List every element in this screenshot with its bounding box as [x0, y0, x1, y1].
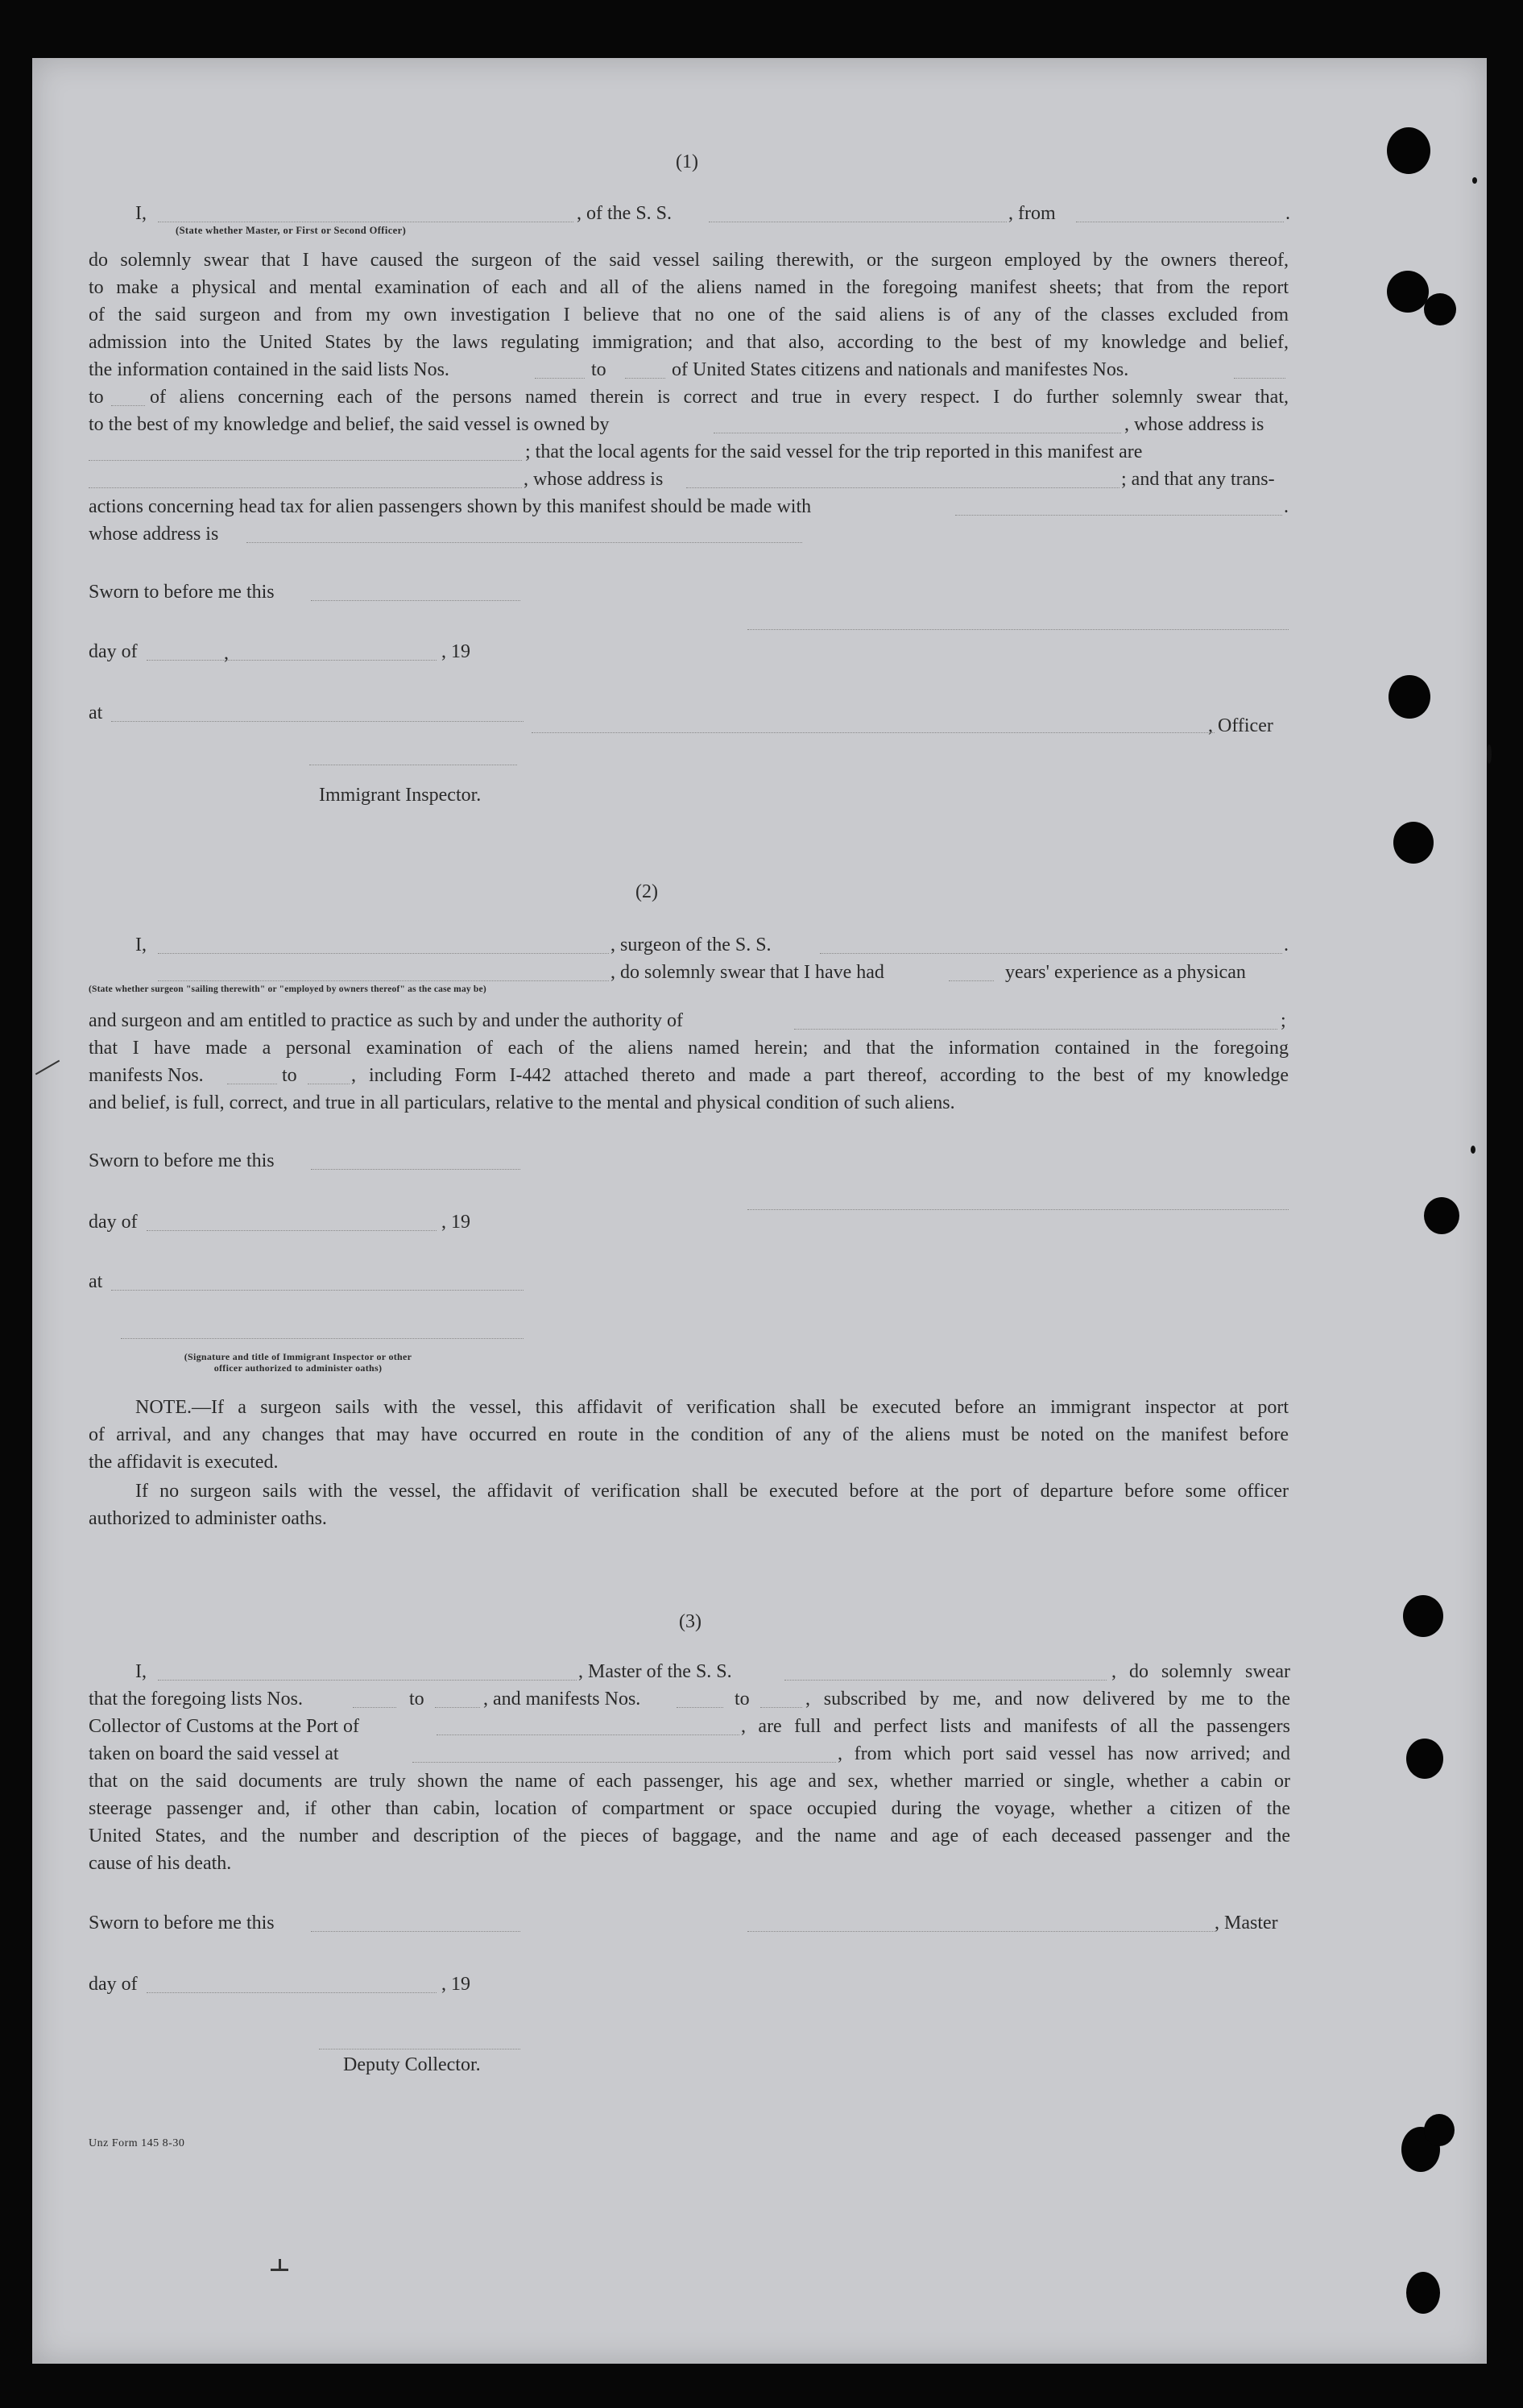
note-text: the affidavit is executed. [89, 1452, 279, 1473]
to-text: to [409, 1689, 424, 1710]
manifests-to-field [308, 1083, 350, 1084]
deputy-collector-text: Deputy Collector. [343, 2054, 481, 2075]
master-name-field [158, 1679, 577, 1681]
sworn-text: Sworn to before me this [89, 1150, 275, 1171]
year-text: , 19 [441, 1974, 470, 1995]
lists-from-field [535, 377, 585, 379]
manifests-from-field [227, 1083, 277, 1084]
vessel-name-field [709, 221, 1007, 222]
port-of-departure-field [412, 1761, 836, 1763]
section-1-end: . [1285, 203, 1290, 224]
section-1-paragraph [89, 247, 1289, 356]
local-agents-text: ; that the local agents for the said vessel for the trip reported in this manifest are [525, 441, 1143, 462]
paragraph-line: do solemnly swear that I have caused the surgeon of the said vessel sailing therewith, or the surgeon employed by the owners thereof, [89, 250, 1289, 271]
note-text: If no surgeon sails with the vessel, the affidavit of verification shall be executed before at the port of departure before some officer [135, 1481, 1289, 1502]
section-1-number: (1) [676, 151, 698, 172]
port-field [437, 1734, 739, 1735]
master-text: , Master [1215, 1913, 1278, 1933]
manifests-from-field [677, 1706, 723, 1708]
aliens-text: of aliens concerning each of the persons named therein is correct and true in every respect. I do further solemnly swear that, [150, 387, 1289, 408]
collector-port-text: Collector of Customs at the Port of [89, 1716, 359, 1737]
full-perfect-text: , are full and perfect lists and manifests of all the passengers [741, 1716, 1290, 1737]
binder-hole [1424, 1197, 1459, 1234]
manifests-from-field [1234, 377, 1285, 379]
day-of-text: day of [89, 1974, 138, 1995]
manifests-to-field [111, 404, 145, 406]
semicolon: ; [1281, 1010, 1286, 1031]
paragraph-line: of the said surgeon and from my own investigation I believe that no one of the said aliens is of any of the classes excluded from [89, 305, 1289, 325]
surgeon-vessel-field [820, 952, 1282, 954]
binder-hole [1406, 2272, 1440, 2314]
owner-field [714, 432, 1121, 433]
lists-from-field [353, 1706, 396, 1708]
section-2-number: (2) [635, 881, 658, 902]
binder-hole [1388, 675, 1430, 719]
day-of-text: day of [89, 1212, 138, 1233]
trans-text: ; and that any trans- [1121, 469, 1275, 490]
paragraph-line: cause of his death. [89, 1853, 232, 1874]
end-text: . [1284, 496, 1289, 517]
inspector-signature-line [309, 764, 517, 765]
section-1-from: , from [1008, 203, 1056, 224]
and-manifests-text: , and manifests Nos. [483, 1689, 641, 1710]
lists-to-field [625, 377, 665, 379]
examination-text: that I have made a personal examination of each of the aliens named herein; and that the information contained in the foregoing [89, 1038, 1289, 1059]
do-solemnly-swear-text: , do solemnly swear [1111, 1661, 1290, 1682]
officer-text: , Officer [1208, 715, 1273, 736]
surgeon-name-field [158, 952, 609, 954]
section-3-number: (3) [679, 1611, 701, 1632]
surgeon-status-field [158, 980, 609, 981]
comma: , [224, 643, 229, 664]
officer-title-line [532, 732, 1215, 733]
year-text: , 19 [441, 1212, 470, 1233]
collector-signature-line [319, 2048, 520, 2049]
day-of-field [147, 659, 437, 661]
lists-nos-text: the information contained in the said lists Nos. [89, 359, 449, 380]
stray-mark [279, 2259, 281, 2270]
note-text: of arrival, and any changes that may have occurred en route in the condition of any of the aliens must be noted on the manifest before [89, 1424, 1289, 1445]
day-of-text: day of [89, 641, 138, 662]
sworn-date-field [311, 1930, 520, 1932]
owner-address-text: , whose address is [1124, 414, 1264, 435]
authority-text: and surgeon and am entitled to practice as such by and under the authority of [89, 1010, 683, 1031]
paragraph-line: steerage passenger and, if other than cabin, location of compartment or space occupied during the voyage, whether a citizen of the [89, 1798, 1290, 1819]
signature-caption: officer authorized to administer oaths) [213, 1362, 383, 1374]
lists-to-field [435, 1706, 480, 1708]
head-tax-text: actions concerning head tax for alien passengers shown by this manifest should be made with [89, 496, 812, 517]
section-2-i: I, [135, 935, 147, 955]
solemnly-swear-text: , do solemnly swear that I have had [610, 962, 884, 983]
section-1-i: I, [135, 203, 147, 224]
form-number: Unz Form 145 8-30 [89, 2137, 185, 2149]
head-tax-field [955, 514, 1282, 516]
sworn-date-field [311, 599, 520, 601]
sworn-text: Sworn to before me this [89, 582, 275, 603]
agents-field [89, 487, 522, 488]
section-3-paragraph [89, 1768, 1290, 1877]
paragraph-line: admission into the United States by the laws regulating immigration; and that also, according to the best of my knowledge and belief, [89, 332, 1289, 353]
to-text: to [735, 1689, 750, 1710]
signature-caption: (Signature and title of Immigrant Inspector or other [184, 1351, 412, 1362]
subscribed-text: , subscribed by me, and now delivered by me to the [805, 1689, 1290, 1710]
section-2-caption: (State whether surgeon "sailing therewith" or "employed by owners thereof" as the case may be) [89, 984, 486, 994]
paragraph-line: to make a physical and mental examination of each and all of the aliens named in the foregoing manifest sheets; that from the report [89, 277, 1289, 298]
note-text: NOTE.—If a surgeon sails with the vessel, this affidavit of verification shall be executed before an immigrant inspector at port [135, 1397, 1289, 1418]
master-signature-line [747, 1930, 1215, 1932]
years-experience-text: years' experience as a physican [1005, 962, 1246, 983]
agents-address-text: , whose address is [524, 469, 664, 490]
surgeon-signature-line [747, 1208, 1289, 1210]
year-text: , 19 [441, 641, 470, 662]
surgeon-of-ss-text: , surgeon of the S. S. [610, 935, 772, 955]
binder-hole [1403, 1595, 1443, 1637]
to-text: to [89, 387, 104, 408]
at-text: at [89, 703, 103, 723]
section-1-caption: (State whether Master, or First or Second Officer) [176, 225, 407, 236]
master-of-ss-text: , Master of the S. S. [578, 1661, 732, 1682]
at-field [111, 1289, 524, 1291]
note-text: authorized to administer oaths. [89, 1508, 327, 1529]
paragraph-line: United States, and the number and description of the pieces of baggage, and the name and age of each deceased passenger and the [89, 1826, 1290, 1846]
port-from-field [1076, 221, 1284, 222]
speck [1471, 1146, 1475, 1154]
manifests-nos-text: manifests Nos. [89, 1065, 204, 1086]
to-text: to [282, 1065, 297, 1086]
citizens-text: of United States citizens and nationals and manifestes Nos. [672, 359, 1129, 380]
inspector-text: Immigrant Inspector. [319, 785, 482, 806]
manifests-to-field [760, 1706, 802, 1708]
inspector-signature-line [121, 1337, 524, 1339]
form-i442-text: , including Form I-442 attached thereto and made a part thereof, according to the best of my knowledge [351, 1065, 1289, 1086]
end-text: . [1284, 935, 1289, 955]
belief-text: and belief, is full, correct, and true in all particulars, relative to the mental and physical condition of such aliens. [89, 1092, 955, 1113]
owned-by-text: to the best of my knowledge and belief, the said vessel is owned by [89, 414, 610, 435]
head-tax-address-field [246, 541, 802, 543]
owner-address-field [89, 459, 522, 461]
whose-address-text: whose address is [89, 524, 219, 545]
binder-hole [1387, 271, 1429, 313]
day-of-field [147, 1229, 437, 1231]
speck [1472, 177, 1477, 184]
section-3-i: I, [135, 1661, 147, 1682]
paragraph-line: that on the said documents are truly shown the name of each passenger, his age and sex, whether married or single, whether a cabin or [89, 1771, 1290, 1792]
binder-hole [1406, 1739, 1443, 1779]
sworn-date-field [311, 1168, 520, 1170]
at-field [111, 720, 524, 722]
master-vessel-field [784, 1679, 1107, 1681]
speck [1487, 744, 1492, 764]
section-1-of-ss: , of the S. S. [577, 203, 673, 224]
taken-on-board-text: taken on board the said vessel at [89, 1743, 339, 1764]
to-text: to [591, 359, 606, 380]
day-of-field [147, 1991, 437, 1993]
authority-field [794, 1028, 1277, 1030]
agents-address-field [686, 487, 1119, 488]
officer-signature-line [747, 628, 1289, 630]
at-text: at [89, 1271, 103, 1292]
officer-name-field [158, 221, 573, 222]
binder-hole [1387, 127, 1430, 174]
arrived-text: , from which port said vessel has now arrived; and [838, 1743, 1290, 1764]
binder-hole [1424, 293, 1456, 325]
lists-nos-text: that the foregoing lists Nos. [89, 1689, 303, 1710]
binder-hole [1393, 822, 1434, 864]
years-field [949, 980, 994, 981]
sworn-text: Sworn to before me this [89, 1913, 275, 1933]
binder-hole [1424, 2114, 1455, 2146]
